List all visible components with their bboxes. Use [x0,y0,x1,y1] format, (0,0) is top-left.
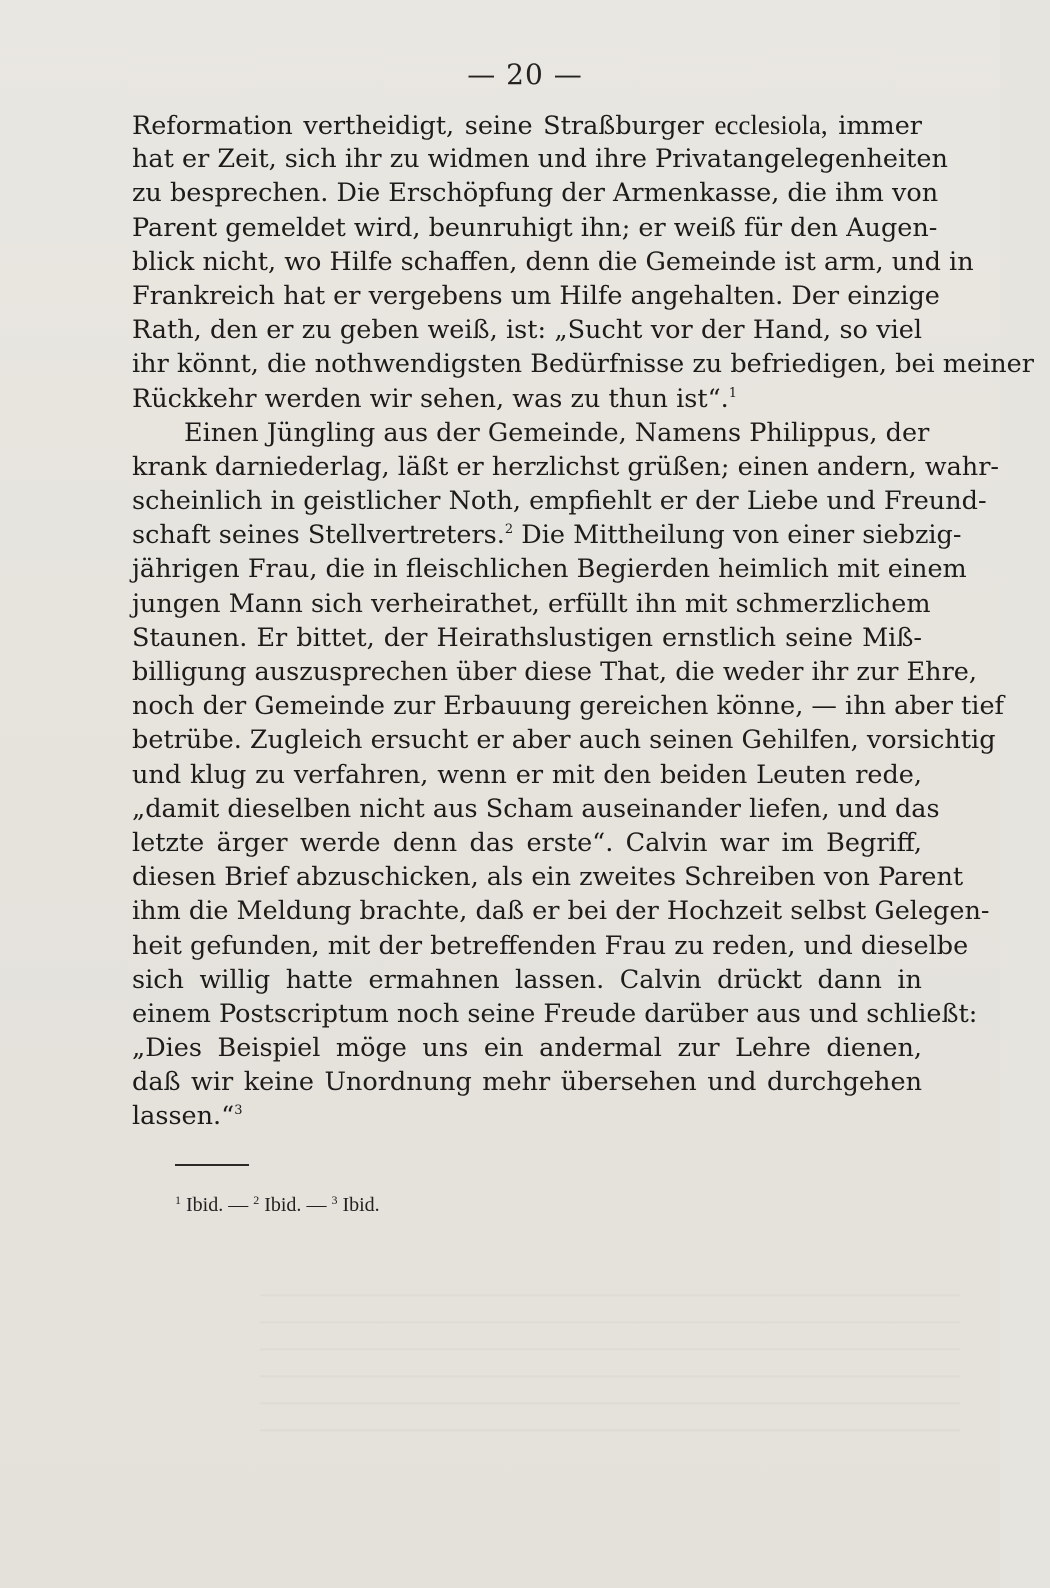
text-line-3: zu besprechen. Die Erschöpfung der Armenkasse, die ihm von [132,178,939,209]
text-line-13-tail: Die Mittheilung von einer siebzig- [521,520,962,551]
text-line-12: scheinlich in geistlicher Noth, empfiehlt er der Liebe und Freund- [132,486,987,517]
text-line-1-main: Reformation vertheidigt, seine Straßburger [132,111,704,141]
footnote-dash-2: — [306,1194,327,1216]
text-line-27: einem Postscriptum noch seine Freude darüber aus und schließt: [132,998,978,1029]
text-line-11: krank darniederlag, läßt er herzlichst grüßen; einen andern, wahr- [132,451,1000,482]
text-line-16: Staunen. Er bittet, der Heirathslustigen ernstlich seine Miß- [132,622,922,653]
text-line-2: hat er Zeit, sich ihr zu widmen und ihre Privatangelegenheiten [132,144,948,175]
text-line-22: letzte ärger werde denn das erste“. Calvin war im Begriff, [132,827,922,858]
text-line-5: blick nicht, wo Hilfe schaffen, denn die Gemeinde ist arm, und in [132,246,974,277]
text-line-30-main: lassen.“ [132,1101,235,1132]
footnote-mark-2: 2 [504,522,514,538]
text-line-8: ihr könnt, die nothwendigsten Bedürfnisse zu befriedigen, bei meiner [132,349,1034,380]
text-line-4: Parent gemeldet wird, beunruhigt ihn; er weiß für den Augen- [132,212,938,243]
footnote-3-text: Ibid. [342,1194,380,1216]
text-line-13 [132,518,962,552]
footnote-2-text: Ibid. [264,1194,302,1216]
text-line-15: jungen Mann sich verheirathet, erfüllt ihn mit schmerzlichem [132,588,931,619]
footnote-3-mark: 3 [331,1193,338,1207]
text-line-6: Frankreich hat er vergebens um Hilfe angehalten. Der einzige [132,280,940,311]
text-line-25: heit gefunden, mit der betreffenden Frau zu reden, und dieselbe [132,930,969,961]
text-line-13-main: schaft seines Stellvertreters. [132,520,505,551]
text-line-30 [132,1099,922,1133]
text-line-29: daß wir keine Unordnung mehr übersehen und durchgehen [132,1067,922,1098]
page-number: — 20 — [467,58,583,91]
body-text [132,108,1034,1134]
footnotes [175,1193,380,1217]
text-line-7: Rath, den er zu geben weiß, ist: „Sucht vor der Hand, so viel [132,315,922,346]
text-line-24: ihm die Meldung brachte, daß er bei der Hochzeit selbst Gelegen- [132,896,990,927]
text-line-1 [132,108,922,142]
text-line-9 [132,382,922,416]
footnote-2-mark: 2 [253,1193,260,1207]
text-line-18: noch der Gemeinde zur Erbauung gereichen könne, — ihn aber tief [132,691,1004,722]
text-line-23: diesen Brief abzuschicken, als ein zweites Schreiben von Parent [132,862,964,893]
show-through-texture [260,1270,960,1450]
text-line-28: „Dies Beispiel möge uns ein andermal zur Lehre dienen, [132,1033,922,1064]
footnote-mark-1: 1 [728,385,737,401]
text-line-17: billigung auszusprechen über diese That, die weder ihr zur Ehre, [132,657,977,687]
footnote-mark-3: 3 [234,1103,243,1119]
text-line-10: Einen Jüngling aus der Gemeinde, Namens Philippus, der [184,417,930,448]
text-line-20: und klug zu verfahren, wenn er mit den beiden Leuten rede, [132,759,922,790]
text-line-21: „damit dieselben nicht aus Scham auseinander liefen, und das [132,793,940,824]
text-line-1-tail: immer [838,111,922,141]
footnote-dash-1: — [228,1194,249,1216]
text-line-14: jährigen Frau, die in fleischlichen Begierden heimlich mit einem [132,554,967,585]
footnote-1-text: Ibid. [186,1194,224,1216]
text-line-19: betrübe. Zugleich ersucht er aber auch seinen Gehilfen, vorsichtig [132,725,996,756]
footnote-separator-rule [175,1164,249,1166]
text-line-26: sich willig hatte ermahnen lassen. Calvin drückt dann in [132,964,922,995]
text-line-9-main: Rückkehr werden wir sehen, was zu thun ist“. [132,383,729,414]
latin-word-ecclesiola: ecclesiola, [714,110,828,140]
footnote-1-mark: 1 [175,1193,181,1207]
